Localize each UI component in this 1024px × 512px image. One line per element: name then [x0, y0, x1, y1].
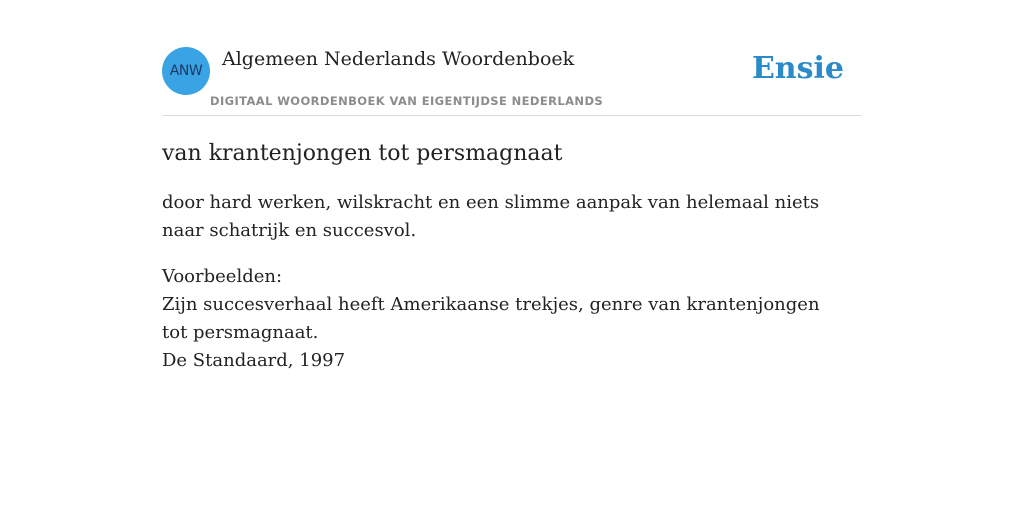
example-text: Zijn succesverhaal heeft Amerikaanse trekjes, genre van krantenjongen tot persmagnaat. [162, 294, 820, 343]
ensie-brand-logo[interactable]: Ensie [751, 51, 844, 86]
entry-headword: van krantenjongen tot persmagnaat [162, 141, 563, 166]
page [162, 0, 862, 375]
examples-label: Voorbeelden: [162, 266, 283, 287]
examples-section [162, 263, 842, 375]
entry-definition: door hard werken, wilskracht en een slimme aanpak van helemaal niets naar schatrijk en succesvol. [162, 192, 820, 241]
example-source: De Standaard, 1997 [162, 350, 346, 371]
anw-logo[interactable]: ANW [162, 47, 210, 95]
site-subtitle: DIGITAAL WOORDENBOEK VAN EIGENTIJDSE NEDERLANDS [210, 94, 604, 108]
site-title[interactable]: Algemeen Nederlands Woordenboek [222, 48, 575, 70]
header [162, 47, 862, 116]
